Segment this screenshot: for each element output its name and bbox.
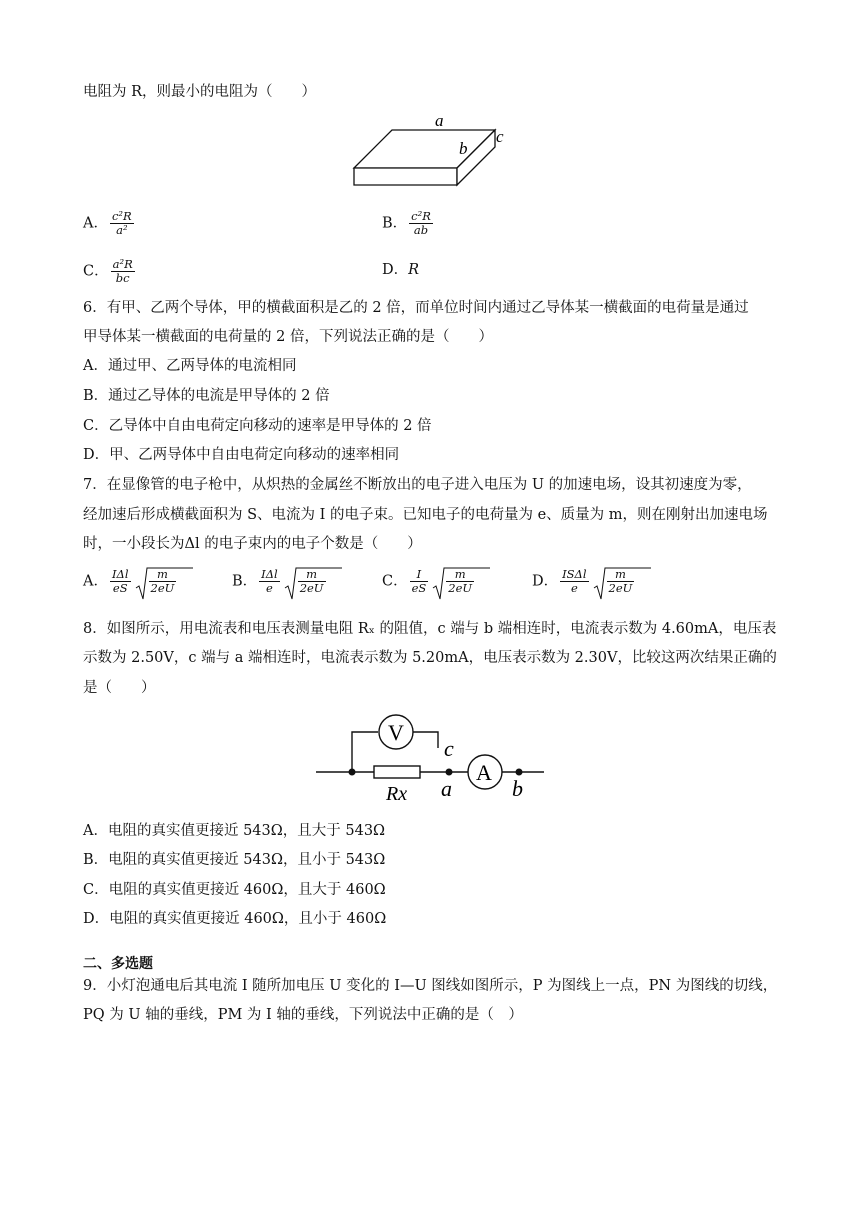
q8-stem-line-3: 是（ ）	[83, 680, 156, 696]
q7-stem-line-1: 7．在显像管的电子枪中，从炽热的金属丝不断放出的电子进入电压为 U 的加速电场，设其初速度为零，	[83, 477, 752, 493]
fraction: $\frac{\text{IΔl}}{eS}$	[111, 567, 129, 595]
fraction: $\frac{I}{eS}$	[411, 567, 427, 595]
terminal-c-label: c	[444, 736, 454, 761]
slab-label-b: b	[459, 139, 468, 158]
q8-option-d[interactable]: D．电阻的真实值更接近 460Ω，且小于 460Ω	[83, 911, 387, 927]
q6-option-d[interactable]: D．甲、乙两导体中自由电荷定向移动的速率相同	[83, 447, 400, 463]
q5-stem: 电阻为 R，则最小的电阻为（ ）	[83, 84, 317, 100]
slab-label-c: c	[496, 127, 504, 146]
q6-option-a[interactable]: A．通过甲、乙两导体的电流相同	[83, 358, 297, 374]
q7-stem-line-3: 时，一小段长为Δl 的电子束内的电子个数是（ ）	[83, 536, 422, 552]
slab-label-a: a	[435, 112, 444, 130]
node-b	[516, 769, 523, 776]
section-heading: 二、多选题	[83, 956, 153, 972]
circuit-diagram	[312, 710, 548, 810]
q7-option-c[interactable]: C． $\frac{I}{eS}$ $\frac{m}{2eU}$	[382, 568, 476, 595]
resistor-label: Rx	[386, 783, 408, 805]
fraction: $\frac{\text{IΔl}}{e}$	[261, 567, 278, 595]
q7-option-d[interactable]: D． $\frac{\text{ISΔl}}{e}$ $\frac{m}{2eU}$	[532, 568, 636, 595]
q6-stem-line-2: 甲导体某一横截面的电荷量的 2 倍，下列说法正确的是（ ）	[83, 329, 493, 345]
q9-stem-line-2: PQ 为 U 轴的垂线，PM 为 I 轴的垂线，下列说法中正确的是（ ）	[83, 1007, 523, 1023]
fraction: $\frac{\text{c²R}}{ab}$	[411, 209, 431, 237]
q8-option-b[interactable]: B．电阻的真实值更接近 543Ω，且小于 543Ω	[83, 852, 386, 868]
sqrt: $\frac{m}{2eU}$	[593, 568, 637, 595]
q7-option-a[interactable]: A． $\frac{\text{IΔl}}{eS}$ $\frac{m}{2eU}$	[83, 568, 178, 595]
slab-figure	[350, 112, 510, 188]
q5-option-d[interactable]: D．R	[382, 262, 420, 278]
q5-option-b[interactable]: B． $\frac{\text{c²R}}{ab}$	[382, 209, 431, 237]
q5-option-c[interactable]: C． $\frac{\text{a²R}}{bc}$	[83, 257, 133, 285]
q7-stem-line-2: 经加速后形成横截面积为 S、电流为 I 的电子束。已知电子的电荷量为 e、质量为 m，则在刚射出加速电场	[83, 507, 768, 523]
q8-stem-line-2: 示数为 2.50V，c 端与 a 端相连时，电流表示数为 5.20mA，电压表示数为 2.30V，比较这两次结果正确的	[83, 650, 777, 666]
q6-option-c[interactable]: C．乙导体中自由电荷定向移动的速率是甲导体的 2 倍	[83, 418, 432, 434]
q8-stem-line-1: 8．如图所示，用电流表和电压表测量电阻 Rₓ 的阻值，c 端与 b 端相连时，电流表示数为 4.60mA，电压表	[83, 621, 777, 637]
ammeter-label: A	[476, 760, 492, 785]
q8-option-c[interactable]: C．电阻的真实值更接近 460Ω，且大于 460Ω	[83, 882, 386, 898]
q5-option-a[interactable]: A． $\frac{\text{c²R}}{\text{a²}}$	[83, 209, 132, 237]
terminal-b-label: b	[512, 776, 523, 801]
node-a	[446, 769, 453, 776]
terminal-a-label: a	[441, 776, 452, 801]
voltmeter-label: V	[388, 720, 404, 745]
fraction: $\frac{\text{ISΔl}}{e}$	[562, 567, 587, 595]
sqrt: $\frac{m}{2eU}$	[284, 568, 328, 595]
q6-option-b[interactable]: B．通过乙导体的电流是甲导体的 2 倍	[83, 388, 330, 404]
sqrt: $\frac{m}{2eU}$	[432, 568, 476, 595]
fraction: $\frac{\text{c²R}}{\text{a²}}$	[111, 209, 132, 237]
q7-option-b[interactable]: B． $\frac{\text{IΔl}}{e}$ $\frac{m}{2eU}$	[232, 568, 328, 595]
resistor	[374, 766, 420, 778]
fraction: $\frac{\text{a²R}}{bc}$	[112, 257, 133, 285]
q9-stem-line-1: 9．小灯泡通电后其电流 I 随所加电压 U 变化的 I—U 图线如图所示，P 为图线上一点，PN 为图线的切线，	[83, 978, 778, 994]
q8-option-a[interactable]: A．电阻的真实值更接近 543Ω，且大于 543Ω	[83, 823, 386, 839]
sqrt: $\frac{m}{2eU}$	[135, 568, 179, 595]
q6-stem-line-1: 6．有甲、乙两个导体，甲的横截面积是乙的 2 倍，而单位时间内通过乙导体某一横截面的电荷量是通过	[83, 300, 749, 316]
